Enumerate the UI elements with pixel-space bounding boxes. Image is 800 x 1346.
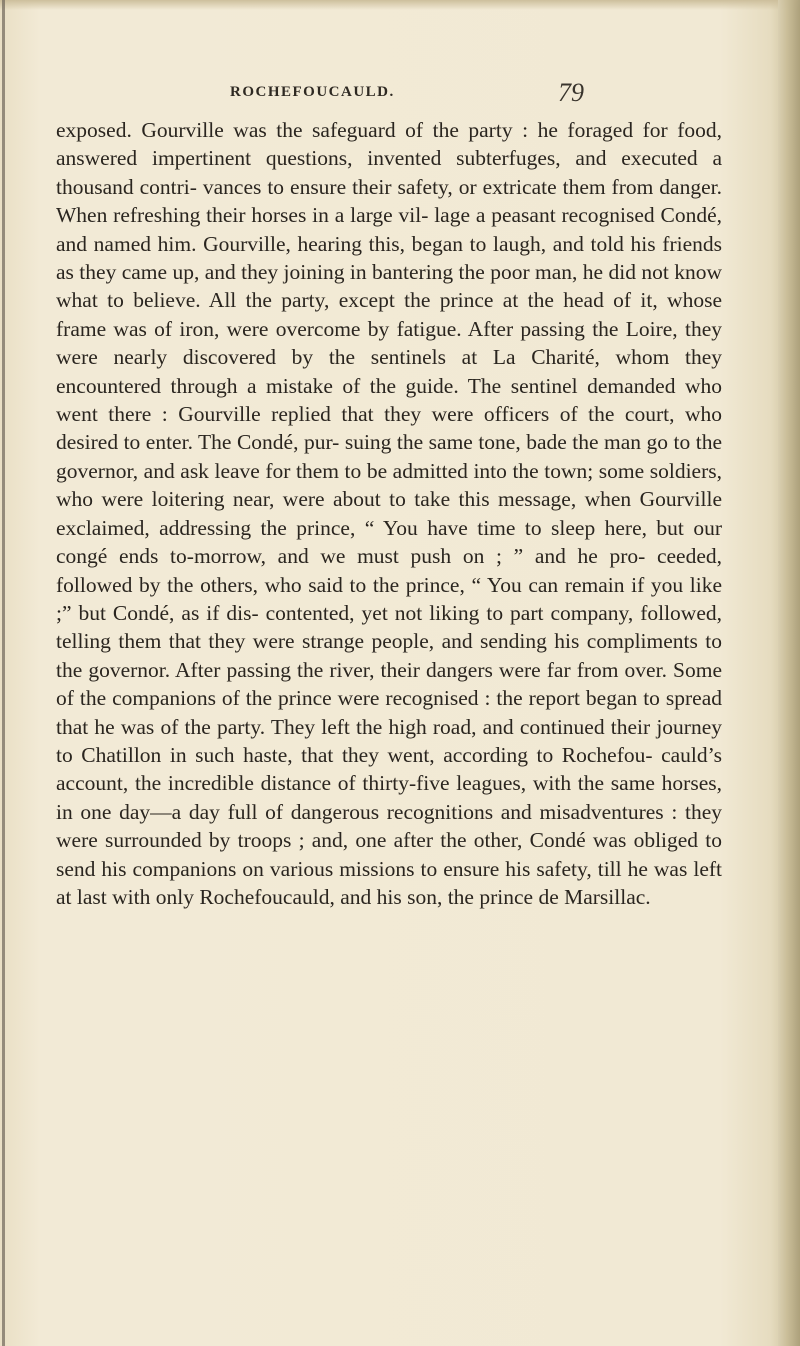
- page-left-edge: [2, 0, 5, 1346]
- body-text: [56, 116, 722, 911]
- running-head: ROCHEFOUCAULD.: [230, 84, 395, 100]
- page-top-shadow: [0, 0, 800, 10]
- page-header: [40, 78, 760, 108]
- page-binding-edge: [778, 0, 800, 1346]
- paragraph: exposed. Gourville was the safeguard of the party : he foraged for food, answered impertinent questions, invented subterfuges, and executed a thousand contri- vances to ensure their safety, or extricate them from danger. When refreshing their horses in a large vil- lage a peasant recognised Condé, and named him. Gourville, hearing this, began to laugh, and told his friends as they came up, and they joining in bantering the poor man, he did not know what to believe. All the party, except the prince at the head of it, whose frame was of iron, were overcome by fatigue. After passing the Loire, they were nearly discovered by the sentinels at La Charité, whom they encountered through a mistake of the guide. The sentinel demanded who went there : Gourville replied that they were officers of the court, who desired to enter. The Condé, pur- suing the same tone, bade the man go to the governor, and ask leave for them to be admitted into the town; some soldiers, who were loitering near, were about to take this message, when Gourville exclaimed, addressing the prince, “ You have time to sleep here, but our congé ends to-morrow, and we must push on ; ” and he pro- ceeded, followed by the others, who said to the prince, “ You can remain if you like ;” but Condé, as if dis- contented, yet not liking to part company, followed, telling them that they were strange people, and sending his compliments to the governor. After passing the river, their dangers were far from over. Some of the companions of the prince were recognised : the report began to spread that he was of the party. They left the high road, and continued their journey to Chatillon in such haste, that they went, according to Rochefou- cauld’s account, the incredible distance of thirty-five leagues, with the same horses, in one day—a day full of dangerous recognitions and misadventures : they were surrounded by troops ; and, one after the other, Condé was obliged to send his companions on various missions to ensure his safety, till he was left at last with only Rochefoucauld, and his son, the prince de Marsillac.: [56, 118, 722, 909]
- page-number: 79: [558, 78, 584, 107]
